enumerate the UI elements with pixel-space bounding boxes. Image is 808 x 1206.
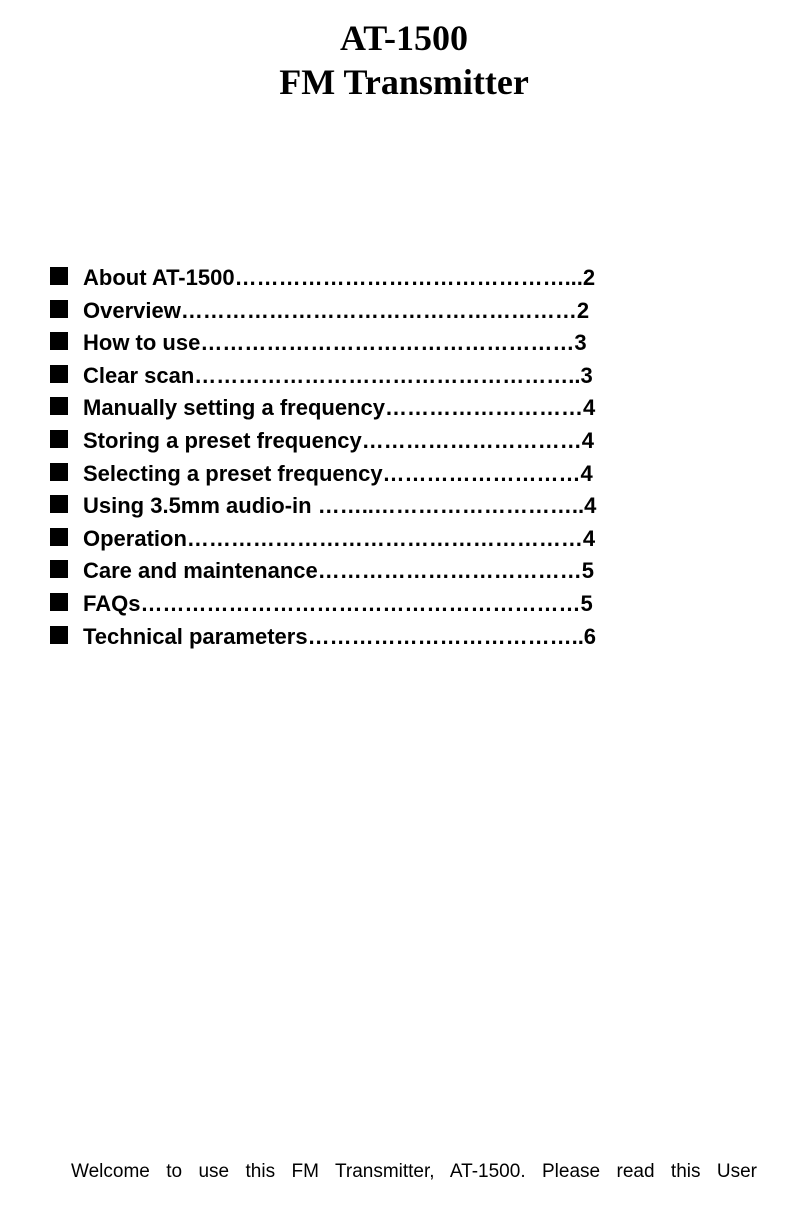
toc-entry-text: Clear scan……………………………………………..3 bbox=[83, 362, 593, 388]
square-bullet-icon bbox=[50, 267, 68, 285]
toc-entry-text: Care and maintenance………………………………5 bbox=[83, 558, 594, 584]
toc-entry-text: Operation………………………………………………4 bbox=[83, 525, 596, 551]
toc-entry-text: FAQs……………………………………………………5 bbox=[83, 590, 593, 616]
square-bullet-icon bbox=[50, 430, 68, 448]
toc-entry-text: Selecting a preset frequency………………………4 bbox=[83, 460, 593, 486]
square-bullet-icon bbox=[50, 495, 68, 513]
square-bullet-icon bbox=[50, 332, 68, 350]
toc-entry-text: Overview………………………………………………2 bbox=[83, 297, 590, 323]
toc-entry-text: About AT-1500………………………………………...2 bbox=[83, 265, 596, 290]
document-subtitle: FM Transmitter bbox=[279, 62, 529, 102]
square-bullet-icon bbox=[50, 560, 68, 578]
welcome-paragraph: Welcome to use this FM Transmitter, AT-1500. Please read this User bbox=[71, 1161, 757, 1182]
square-bullet-icon bbox=[50, 397, 68, 415]
toc-entry-text: Manually setting a frequency………………………4 bbox=[83, 395, 596, 421]
toc-entry-text: Using 3.5mm audio-in ……..………………………..4 bbox=[83, 493, 597, 519]
square-bullet-icon bbox=[50, 300, 68, 318]
square-bullet-icon bbox=[50, 365, 68, 383]
document-title: AT-1500 bbox=[339, 18, 469, 58]
square-bullet-icon bbox=[50, 626, 68, 644]
toc-entry-text: How to use……………………………………………3 bbox=[83, 330, 587, 356]
square-bullet-icon bbox=[50, 463, 68, 481]
square-bullet-icon bbox=[50, 593, 68, 611]
toc-entry-text: Storing a preset frequency…………………………4 bbox=[83, 427, 594, 453]
toc-entry-text: Technical parameters………………………………..6 bbox=[83, 623, 597, 649]
square-bullet-icon bbox=[50, 528, 68, 546]
